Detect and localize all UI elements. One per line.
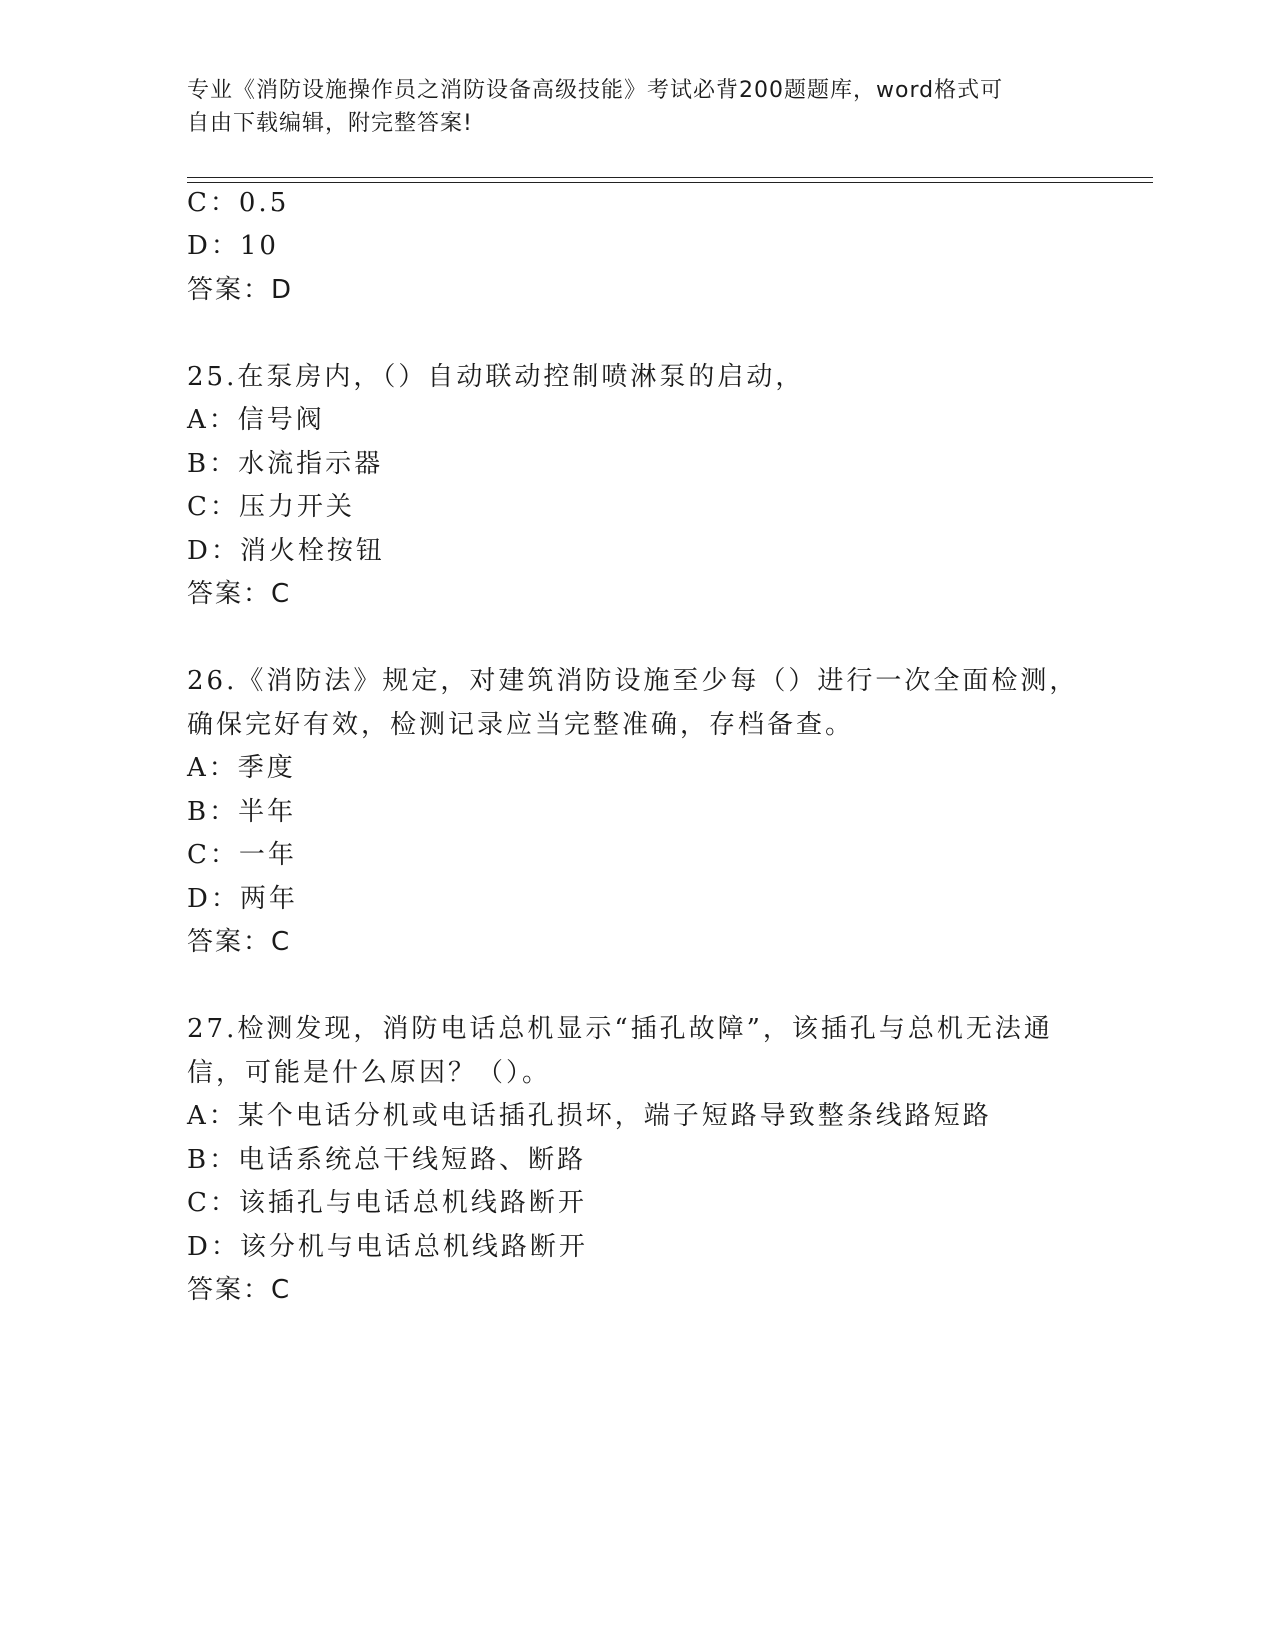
option-b: B：半年 bbox=[187, 797, 297, 827]
document-header bbox=[187, 74, 1067, 140]
option-d: D：两年 bbox=[187, 884, 298, 914]
header-divider-top bbox=[187, 177, 1153, 178]
option-a: A：季度 bbox=[187, 753, 296, 783]
option-a: A：信号阀 bbox=[187, 405, 325, 435]
answer: 答案：C bbox=[187, 579, 292, 609]
question-stem: 25.在泵房内，（）自动联动控制喷淋泵的启动， bbox=[187, 362, 805, 392]
option-b: B：水流指示器 bbox=[187, 449, 384, 479]
answer: 答案：C bbox=[187, 1275, 292, 1305]
question-stem-continued: 信，可能是什么原因？（）。 bbox=[187, 1058, 552, 1088]
answer: 答案：D bbox=[187, 275, 294, 305]
option-c: C：该插孔与电话总机线路断开 bbox=[187, 1188, 587, 1218]
option-d: D：10 bbox=[187, 231, 279, 261]
header-line-2: 自由下载编辑，附完整答案! bbox=[187, 111, 473, 136]
option-c: C：0.5 bbox=[187, 188, 290, 218]
option-b: B：电话系统总干线短路、断路 bbox=[187, 1145, 587, 1175]
option-c: C：压力开关 bbox=[187, 492, 355, 522]
question-stem: 26.《消防法》规定，对建筑消防设施至少每（）进行一次全面检测， bbox=[187, 666, 1079, 696]
option-c: C：一年 bbox=[187, 840, 297, 870]
header-line-1: 专业《消防设施操作员之消防设备高级技能》考试必背200题题库，word格式可 bbox=[187, 78, 1004, 103]
header-divider-bottom bbox=[187, 182, 1153, 183]
option-a: A：某个电话分机或电话插孔损坏，端子短路导致整条线路短路 bbox=[187, 1101, 992, 1131]
question-stem-continued: 确保完好有效，检测记录应当完整准确，存档备查。 bbox=[187, 710, 855, 740]
option-d: D：该分机与电话总机线路断开 bbox=[187, 1232, 588, 1262]
question-stem: 27.检测发现，消防电话总机显示“插孔故障”，该插孔与总机无法通 bbox=[187, 1014, 1053, 1044]
option-d: D：消火栓按钮 bbox=[187, 536, 385, 566]
answer: 答案：C bbox=[187, 927, 292, 957]
